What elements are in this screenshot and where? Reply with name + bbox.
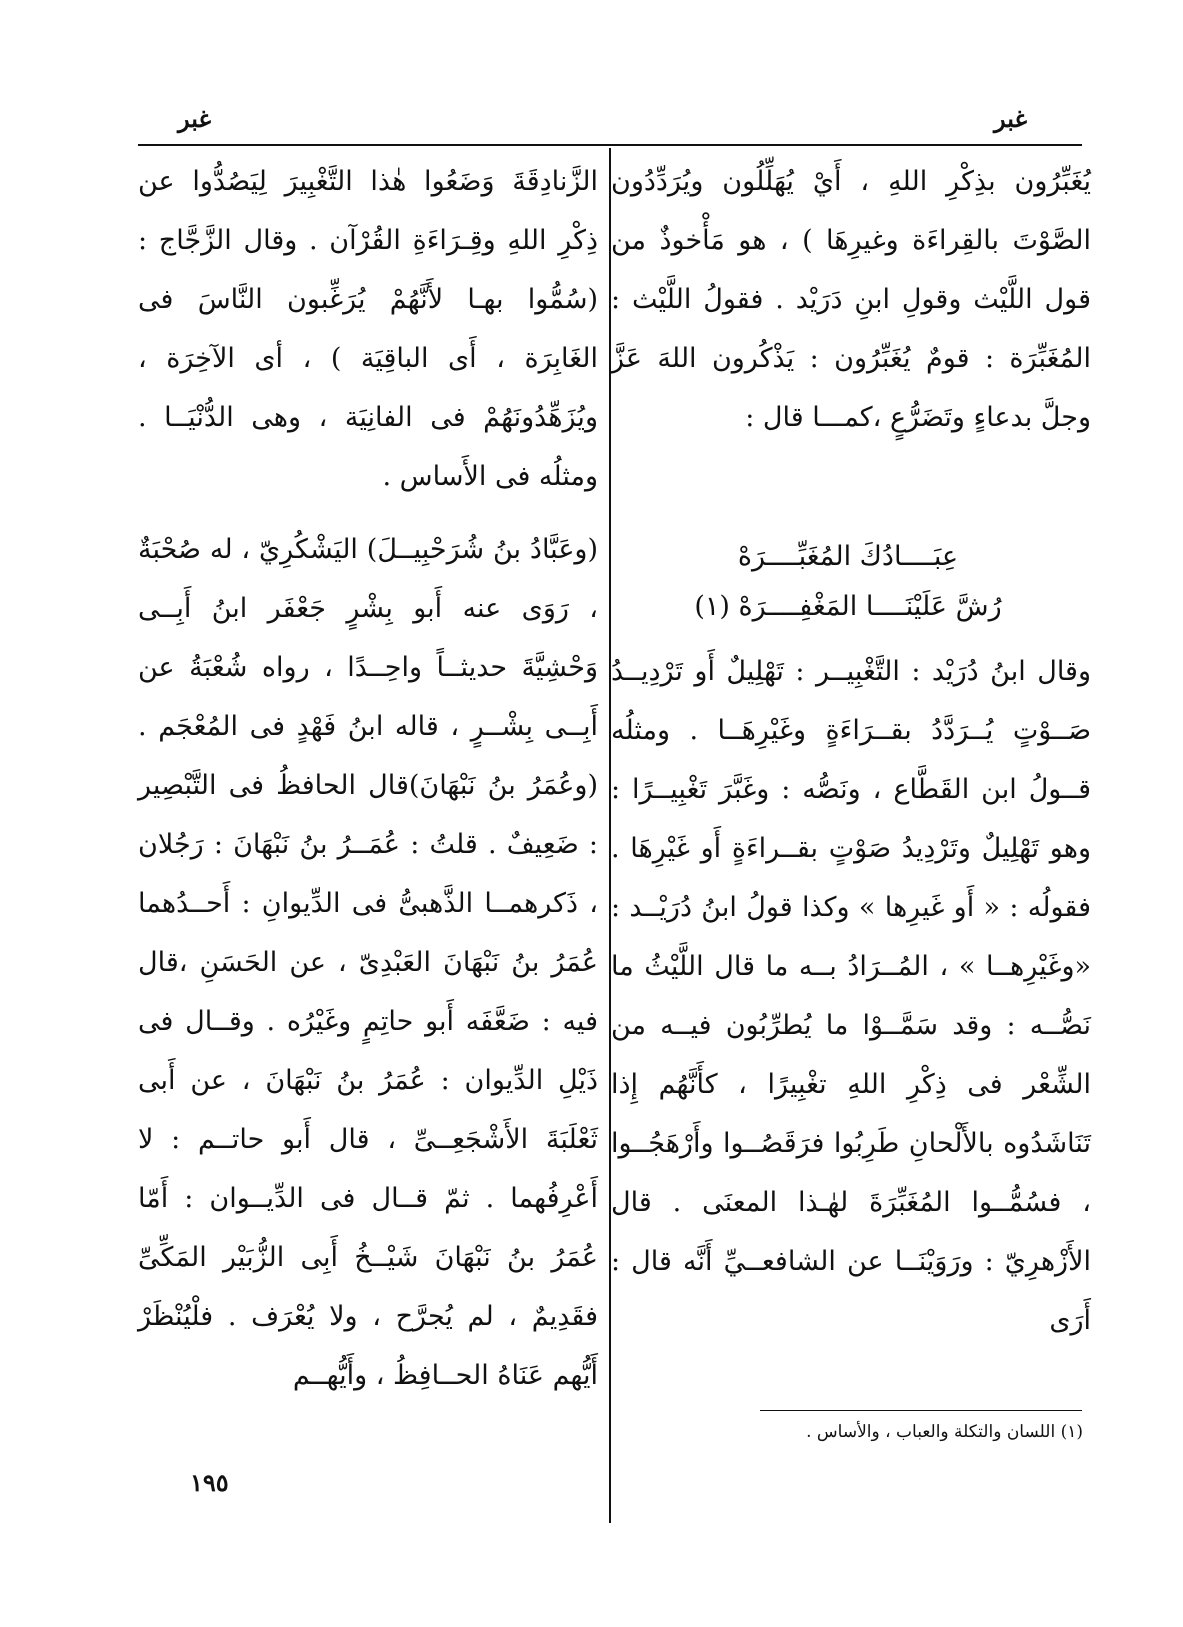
left-column-lower-text: (وعَبَّادُ بنُ شُرَحْبِيــلَ) اليَشْكُرِيّ ، له صُحْبَةٌ ، رَوَى عنه أَبو بِشْرٍ جَعْفَر ابنُ أَبِــى وَحْشِيَّةَ حديثــاً واحِــدًا ، رواه شُعْبَةُ عن أَبِــى بِشْــرٍ ، قاله ابنُ فَهْدٍ فى المُعْجَم .(وعُمَرُ بنُ نَبْهَانَ)قال الحافظُ فى التَّبْصِير : ضَعِيفٌ . قلتُ : عُمَــرُ بنُ نَبْهَانَ : رَجُلان ، ذَكرهمــا الذَّهبىُّ فى الدِّيوانِ : أَحــدُهما عُمَرُ بنُ نَبْهَانَ العَبْدِىّ ، عن الحَسَنِ ،قال فيه : ضَعَّفَه أَبو حاتِمٍ وغَيْرُه . وقــال فى ذَيْلِ الدِّيوان : عُمَرُ بنُ نَبْهَانَ ، عن أَبى ثَعْلَبَةَ الأَشْجَعِــىِّ ، قال أَبو حاتــم : لا أَعْرِفُهما . ثمّ قــال فى الدِّيــوان : أَمّا عُمَرُ بنُ نَبْهَانَ شَيْــخُ أَبِى الزُّبَيْر المَكِّىِّ فقَدِيمٌ ، لم يُجرَّح ، ولا يُعْرَف . فلْيُنْظَرْ أَيُّهم عَنَاهُ الحــافِظُ ، وأَيُّهــم <box>138 534 598 1391</box>
running-header-right: غبر <box>993 104 1027 133</box>
right-column-upper-text: يُغَبِّرُون بذِكْرِ اللهِ ، أَيْ يُهَلِّلُون ويُرَدِّدُون الصَّوْتَ بالقِراءَة وغيرِهَا ) ، هو مَأْخوذٌ من قول اللَّيْث وقولِ ابنِ دَرَيْد . فقولُ اللَّيْث : المُغَبِّرَة : قومٌ يُغَبِّرُون : يَذْكُرون اللهَ عَزَّ وجلَّ بدعاءٍ وتَضَرُّعٍ ،كمـــا قال : <box>611 166 1091 433</box>
verse-line-2: رُشَّ عَلَيْنَــــا المَغْفِــــرَهْ (١) <box>694 591 1002 622</box>
left-column-lower <box>138 520 598 1405</box>
left-column-upper <box>138 152 598 506</box>
footnote-rule <box>760 1410 1082 1411</box>
page-number: ١٩٥ <box>190 1468 229 1497</box>
right-column-lower-text: وقال ابنُ دُرَيْد : التَّغْبِيــر : تَهْلِيلٌ أَو تَرْدِيــدُ صَــوْتٍ يُــرَدَّدُ بقــرَاءَةٍ وغَيْرِهَــا . ومثلُه قــولُ ابن القَطَّاع ، ونَصُّه : وغَبَّرَ تَغْبِيــرًا : وهو تَهْلِيلٌ وتَرْدِيدُ صَوْتٍ بقــراءَةٍ أَو غَيْرِهَا . فقولُه : « أَو غَيرِها » وكذا قولُ ابنُ دُرَيْــد : «وغَيْرِهــا » ، المُــرَادُ بــه ما قال اللَّيْثُ ما نَصُّــه : وقد سَمَّــوْا ما يُطرِّبُون فيــه من الشِّعْر فى ذِكْرِ اللهِ تغْبِيرًا ، كأَنَّهُم إِذا تَنَاشَدُوه بالأَلْحانِ طَرِبُوا فرَقَصُــوا وأَرْهَجُــوا ، فسُمُّــوا المُغَبِّرَةَ لهٰـذا المعنَى . قال الأَزْهرِيّ : ورَوَيْنَــا عن الشافعــيِّ أَنَّه قال : أَرَى <box>611 656 1091 1336</box>
verse-line-1: عِبَــــادُكَ المُغَبِّــــرَهْ <box>737 541 959 572</box>
running-header-left: غبر <box>178 104 212 133</box>
right-column-upper <box>611 152 1091 447</box>
left-column-upper-text: الزَّنادِقَةَ وَضَعُوا هٰذا التَّغْبِيرَ لِيَصُدُّوا عن ذِكْرِ اللهِ وقِـرَاءَةِ القُرْآن . وقال الزَّجَّاج :(سُمُّوا بهـا لأَنَّهُمْ يُرَغِّبون النَّاسَ فى الغَابِرَة ، أَى الباقِيَة ) ، أى الآخِرَة ، ويُزَهِّدُونَهُمْ فى الفانِيَة ، وهى الدُّنْيَــا . ومثلُه فى الأَساس . <box>138 166 598 492</box>
right-column-lower <box>611 642 1091 1350</box>
footnote: (١) اللسان والتكلة والعباب ، والأساس . <box>806 1422 1083 1442</box>
header-rule <box>138 144 1082 146</box>
